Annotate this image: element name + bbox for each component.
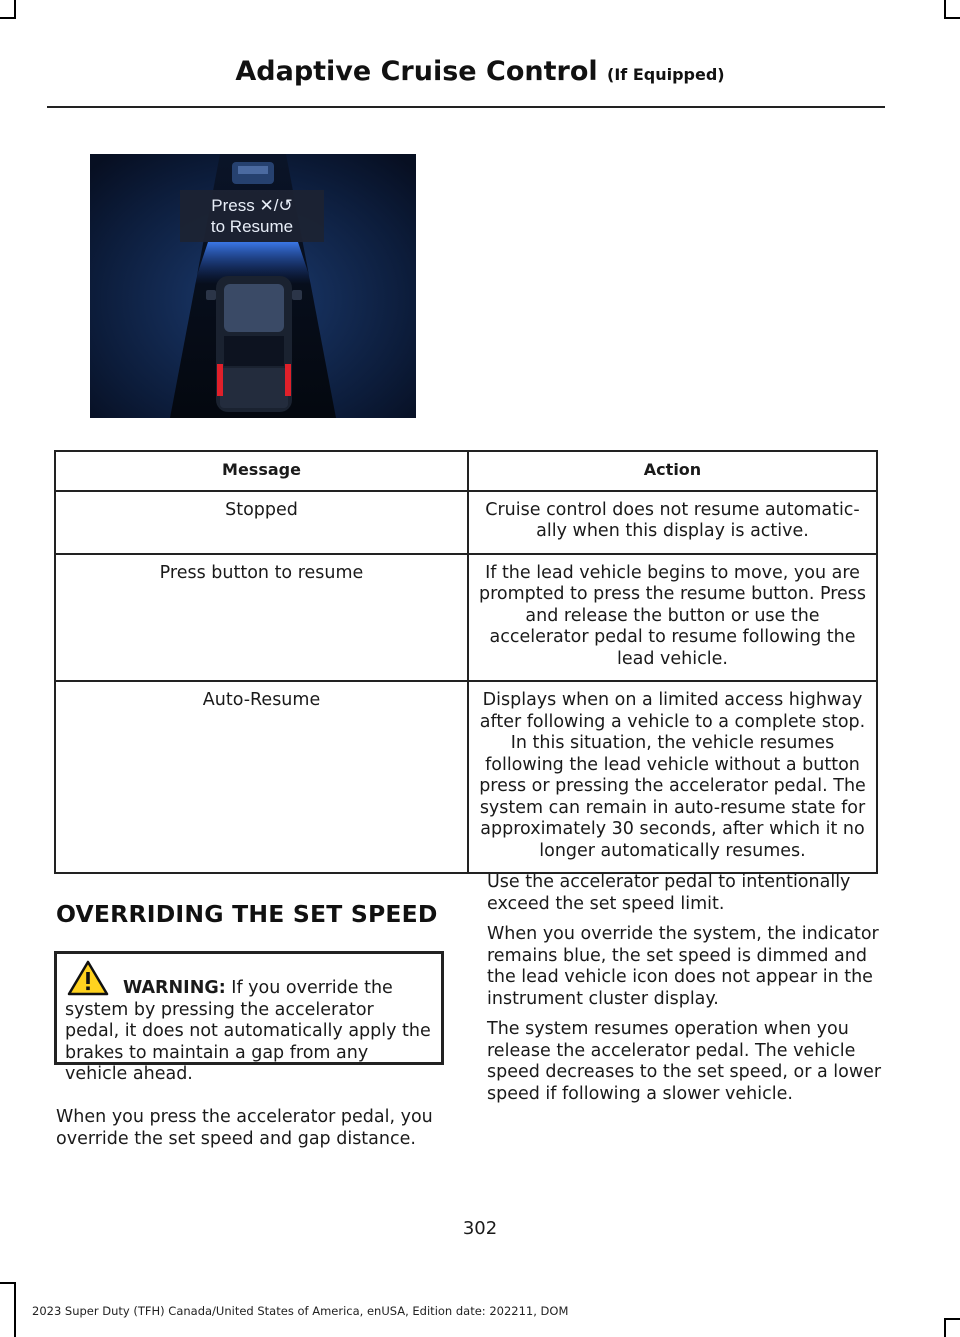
body-paragraph: Use the accelerator pedal to intentionally exceed the set speed limit. bbox=[487, 872, 851, 914]
message-cell: Auto-Resume bbox=[55, 681, 468, 873]
crop-mark bbox=[944, 17, 960, 19]
message-action-table bbox=[54, 450, 878, 874]
body-paragraph: When you override the system, the indicator remains blue, the set speed is dimmed and the lead vehicle icon does not appear in the instrument cluster display. bbox=[487, 924, 879, 1009]
action-cell: Displays when on a limited access highway after following a vehicle to a complete stop. In this situation, the vehicle resumes following the lead vehicle without a button press or pressing the accelerator pedal. The system can remain in auto-resume state for approximately 30 seconds, after which it no longer automatically resumes. bbox=[468, 681, 877, 873]
page-title bbox=[0, 56, 960, 87]
page-title-text: Adaptive Cruise Control bbox=[235, 56, 598, 87]
body-paragraph: When you press the accelerator pedal, you override the set speed and gap distance. bbox=[56, 1107, 433, 1149]
section-heading: OVERRIDING THE SET SPEED bbox=[56, 900, 438, 928]
column-header: Message bbox=[55, 451, 468, 491]
footer-edition: 2023 Super Duty (TFH) Canada/United States of America, enUSA, Edition date: 202211, DOM bbox=[32, 1304, 569, 1318]
table-row bbox=[55, 491, 877, 554]
table-row bbox=[55, 554, 877, 682]
action-cell: Cruise control does not resume automatic-ally when this display is active. bbox=[468, 491, 877, 554]
page-number: 302 bbox=[462, 1218, 498, 1239]
action-cell: If the lead vehicle begins to move, you are prompted to press the resume button. Press and release the button or use the accelerator pedal to resume following the lead vehicle. bbox=[468, 554, 877, 682]
header-rule bbox=[47, 106, 885, 108]
table-header-row bbox=[55, 451, 877, 491]
crop-mark bbox=[944, 0, 946, 18]
table-row bbox=[55, 681, 877, 873]
crop-mark bbox=[0, 17, 16, 19]
cluster-display-figure bbox=[90, 154, 416, 418]
crop-mark bbox=[14, 0, 16, 18]
message-cell: Press button to resume bbox=[55, 554, 468, 682]
page-title-qualifier: (If Equipped) bbox=[607, 65, 725, 84]
crop-mark bbox=[14, 1282, 16, 1337]
ego-truck-icon bbox=[206, 276, 302, 412]
warning-box bbox=[54, 951, 444, 1084]
crop-mark bbox=[0, 1282, 16, 1284]
cluster-display-illustration bbox=[90, 154, 416, 418]
message-cell: Stopped bbox=[55, 491, 468, 554]
body-paragraph: The system resumes operation when you release the accelerator pedal. The vehicle speed decreases to the set speed, or a lower speed if following a slower vehicle. bbox=[487, 1019, 882, 1104]
crop-mark bbox=[944, 1318, 946, 1337]
crop-mark bbox=[944, 1318, 960, 1320]
warning-label: WARNING: bbox=[123, 978, 226, 998]
warning-triangle-icon bbox=[67, 960, 109, 996]
warning-text: If you override the system by pressing the accelerator pedal, it does not automatically apply the brakes to maintain a gap from any vehicle ahead. bbox=[65, 978, 431, 1084]
column-header: Action bbox=[468, 451, 877, 491]
overlay-line1: Press ✕/↺ bbox=[211, 196, 293, 215]
overlay-line2: to Resume bbox=[210, 217, 294, 236]
